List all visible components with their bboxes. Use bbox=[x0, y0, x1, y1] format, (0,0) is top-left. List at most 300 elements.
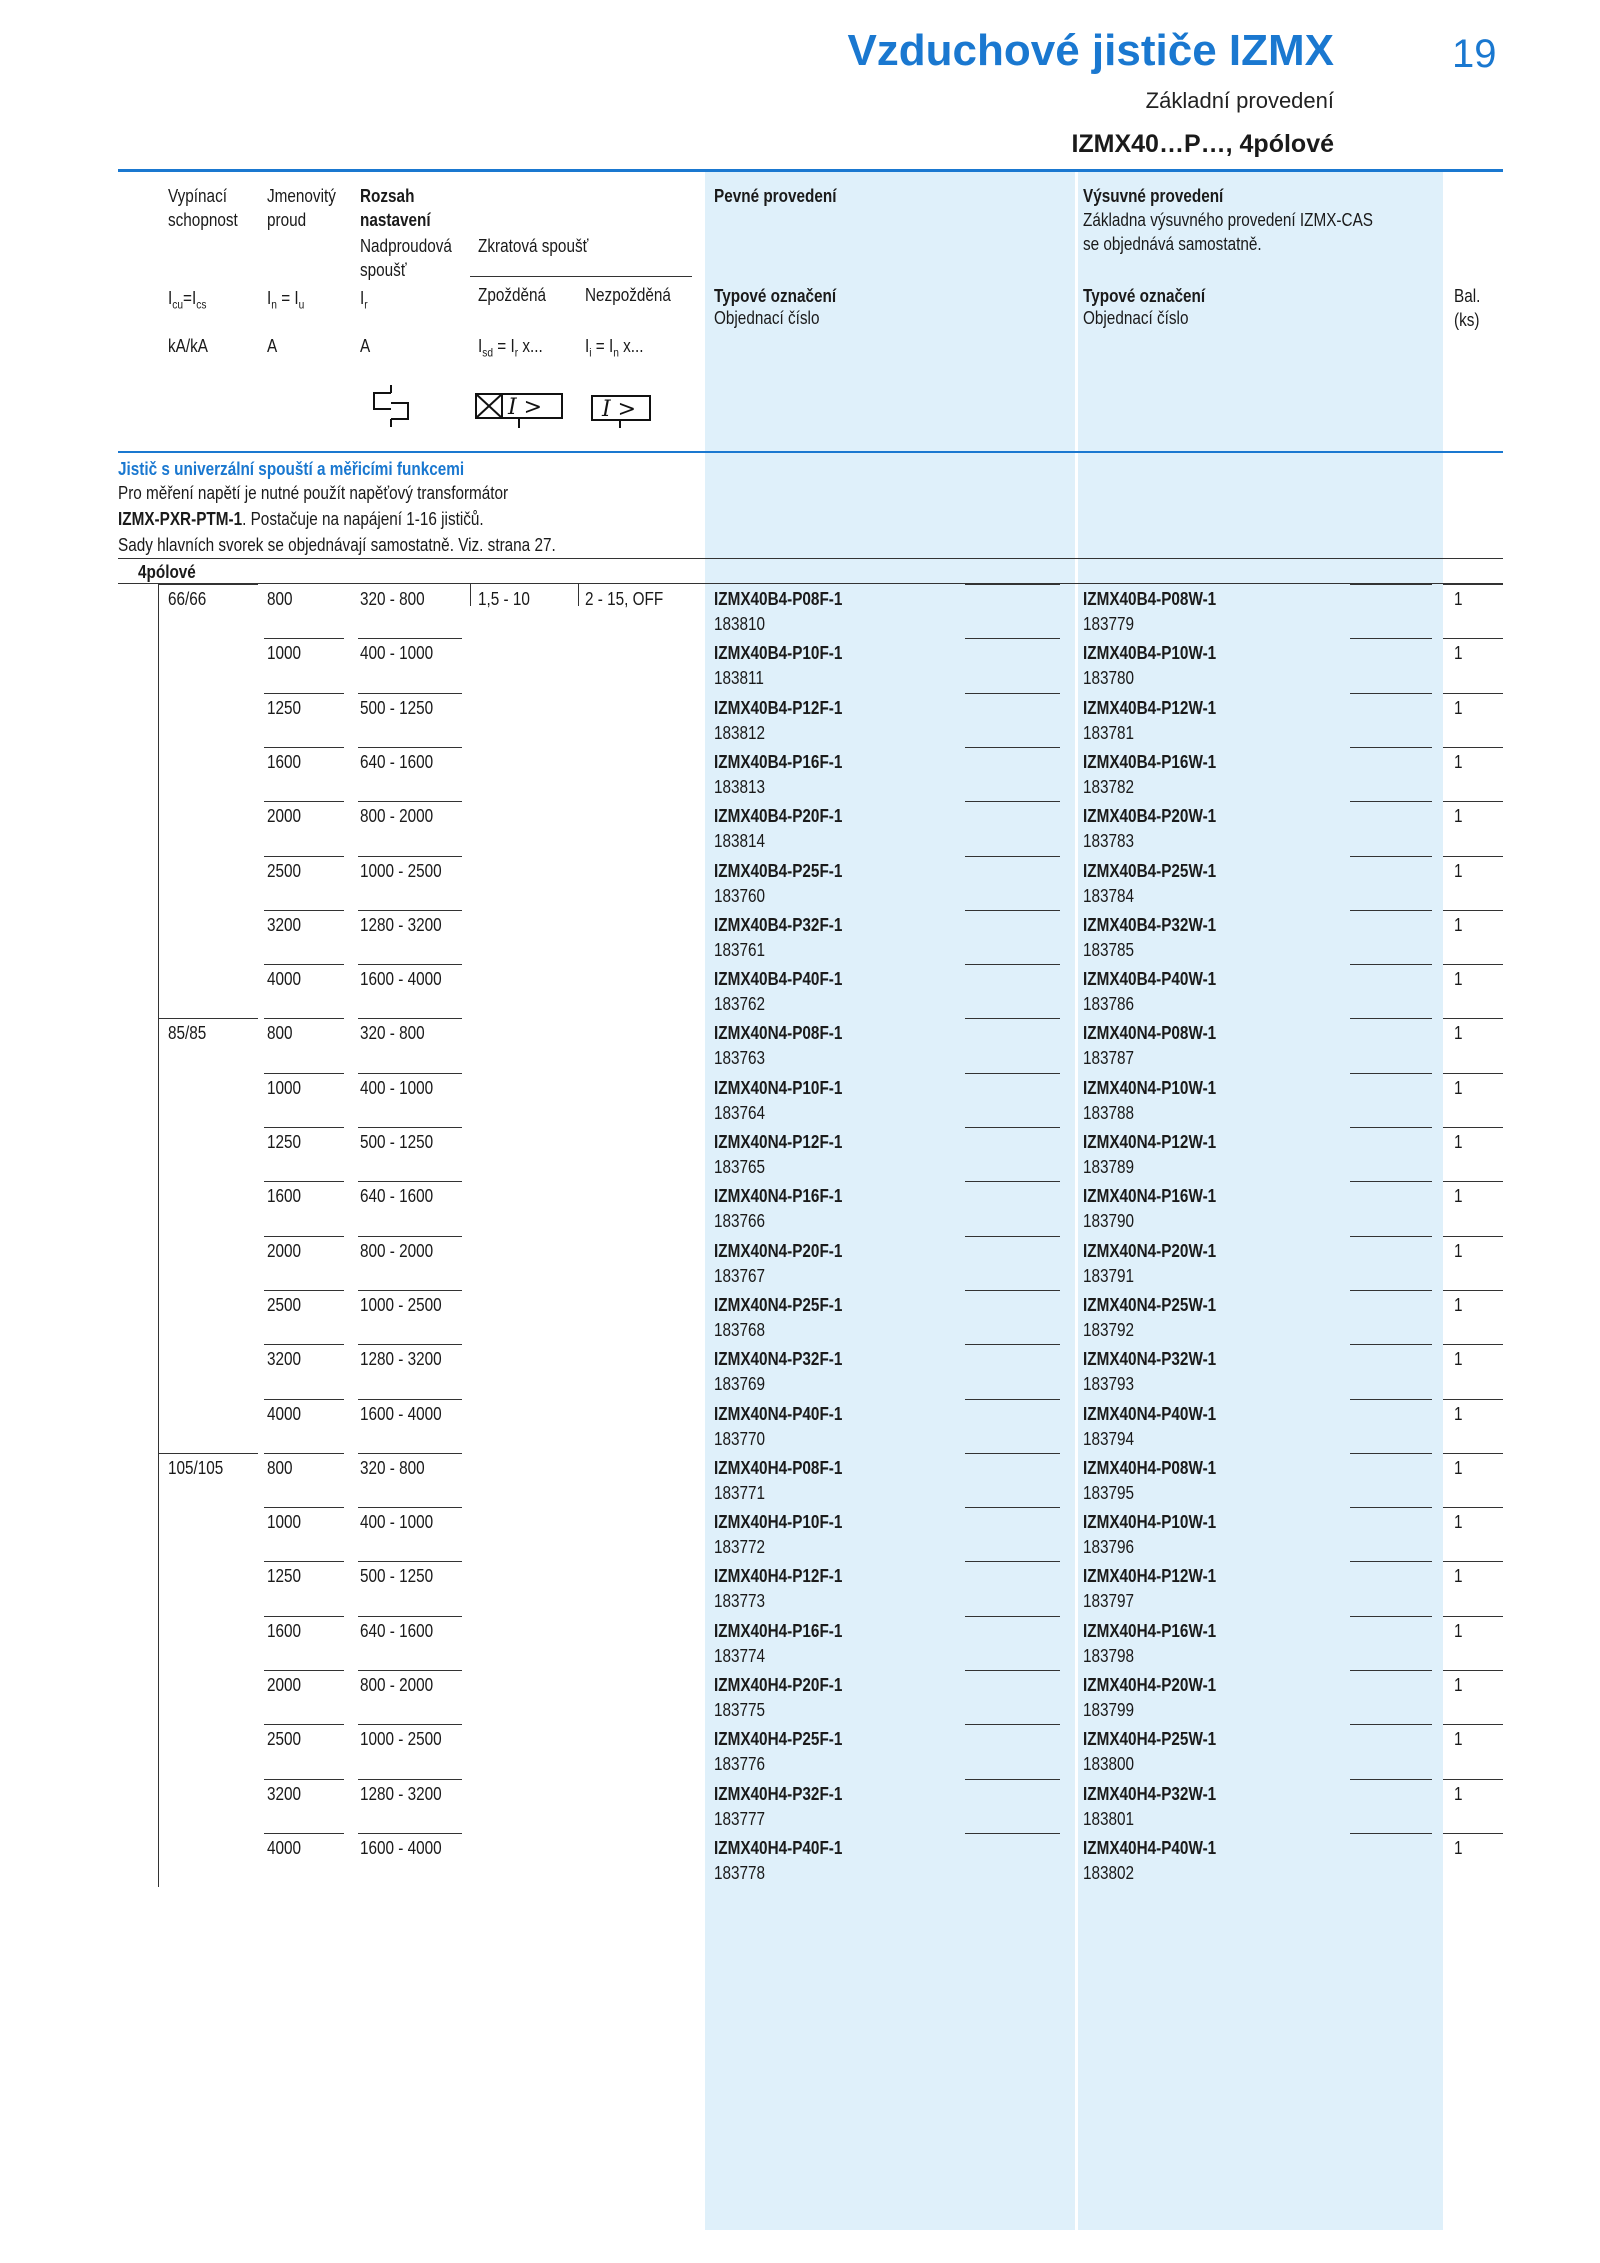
row-rule bbox=[358, 1018, 462, 1019]
page-subtitle: Základní provedení bbox=[1145, 88, 1334, 113]
row-rule bbox=[358, 1073, 462, 1074]
range-cell: 1600 - 4000 bbox=[360, 969, 442, 990]
fixed-order-cell: 183766 bbox=[714, 1211, 766, 1232]
row-rule bbox=[264, 1670, 344, 1671]
fixed-order-cell: 183812 bbox=[714, 722, 766, 743]
fixed-type-cell: IZMX40B4-P32F-1 bbox=[714, 914, 843, 935]
drawout-rule bbox=[1350, 1181, 1432, 1182]
row-rule bbox=[264, 747, 344, 748]
pack-cell: 1 bbox=[1454, 860, 1463, 881]
row-rule bbox=[358, 693, 462, 694]
pack-cell: 1 bbox=[1454, 1837, 1463, 1858]
row-rule bbox=[264, 1724, 344, 1725]
range-cell: 1000 - 2500 bbox=[360, 860, 442, 881]
range-cell: 640 - 1600 bbox=[360, 751, 434, 772]
drawout-type-cell: IZMX40N4-P10W-1 bbox=[1083, 1077, 1217, 1098]
drawout-rule bbox=[1350, 1399, 1432, 1400]
current-cell: 1250 bbox=[267, 697, 302, 718]
fixed-rule bbox=[965, 801, 1060, 802]
current-cell: 2000 bbox=[267, 806, 302, 827]
pack-rule bbox=[1443, 584, 1503, 585]
drawout-type-cell: IZMX40N4-P16W-1 bbox=[1083, 1186, 1217, 1207]
group-bracket bbox=[158, 584, 159, 1018]
pack-rule bbox=[1443, 801, 1503, 802]
hdr-capacity: Vypínací schopnost bbox=[168, 186, 238, 230]
current-cell: 3200 bbox=[267, 1783, 302, 1804]
page-number: 19 bbox=[1452, 32, 1497, 76]
drawout-rule bbox=[1350, 1073, 1432, 1074]
range-cell: 500 - 1250 bbox=[360, 1566, 434, 1587]
pack-cell: 1 bbox=[1454, 1566, 1463, 1587]
drawout-type-cell: IZMX40H4-P08W-1 bbox=[1083, 1457, 1217, 1478]
pack-rule bbox=[1443, 856, 1503, 857]
hdr-pack: Bal. (ks) bbox=[1454, 286, 1481, 330]
pack-cell: 1 bbox=[1454, 1512, 1463, 1533]
row-rule bbox=[264, 693, 344, 694]
drawout-rule bbox=[1350, 1670, 1432, 1671]
fixed-rule bbox=[965, 1670, 1060, 1671]
range-cell: 400 - 1000 bbox=[360, 1077, 434, 1098]
range-cell: 800 - 2000 bbox=[360, 1240, 434, 1261]
fixed-type-cell: IZMX40B4-P25F-1 bbox=[714, 860, 843, 881]
row-rule bbox=[358, 1344, 462, 1345]
drawout-rule bbox=[1350, 584, 1432, 585]
range-cell: 1000 - 2500 bbox=[360, 1294, 442, 1315]
pack-rule bbox=[1443, 1724, 1503, 1725]
drawout-order-cell: 183796 bbox=[1083, 1537, 1135, 1558]
range-cell: 500 - 1250 bbox=[360, 1132, 434, 1152]
pack-cell: 1 bbox=[1454, 969, 1463, 990]
drawout-rule bbox=[1350, 1724, 1432, 1725]
row-divider bbox=[470, 584, 471, 606]
drawout-order-cell: 183784 bbox=[1083, 885, 1135, 906]
range-cell: 1280 - 3200 bbox=[360, 1783, 442, 1804]
row-rule bbox=[264, 1344, 344, 1345]
drawout-rule bbox=[1350, 801, 1432, 802]
range-cell: 320 - 800 bbox=[360, 1457, 425, 1478]
row-rule bbox=[358, 1779, 462, 1780]
drawout-rule bbox=[1350, 1561, 1432, 1562]
fixed-type-cell: IZMX40H4-P16F-1 bbox=[714, 1620, 843, 1641]
fixed-type-cell: IZMX40N4-P25F-1 bbox=[714, 1294, 843, 1315]
current-cell: 4000 bbox=[267, 969, 302, 990]
drawout-order-cell: 183783 bbox=[1083, 831, 1135, 852]
pack-cell: 1 bbox=[1454, 1729, 1463, 1750]
current-cell: 800 bbox=[267, 589, 293, 609]
drawout-rule bbox=[1350, 1507, 1432, 1508]
fixed-type-cell: IZMX40B4-P20F-1 bbox=[714, 806, 843, 827]
fixed-type-cell: IZMX40H4-P40F-1 bbox=[714, 1837, 843, 1858]
overcurrent-release-icon bbox=[360, 385, 422, 427]
pack-cell: 1 bbox=[1454, 1675, 1463, 1695]
hdr-drawout-order: Objednací číslo bbox=[1083, 308, 1189, 328]
current-cell: 800 bbox=[267, 1023, 293, 1044]
pack-rule bbox=[1443, 1561, 1503, 1562]
pack-cell: 1 bbox=[1454, 1620, 1463, 1641]
fixed-order-cell: 183760 bbox=[714, 885, 766, 906]
row-rule bbox=[358, 1561, 462, 1562]
fixed-rule bbox=[965, 1073, 1060, 1074]
hdr-drawout-type: Typové označení bbox=[1083, 286, 1206, 306]
section-rule bbox=[118, 451, 1503, 453]
drawout-order-cell: 183798 bbox=[1083, 1645, 1135, 1666]
unit-undelayed: $I_i = I_n$ x... bbox=[585, 336, 644, 360]
drawout-type-cell: IZMX40H4-P10W-1 bbox=[1083, 1512, 1217, 1533]
fixed-order-cell: 183772 bbox=[714, 1537, 766, 1558]
unit-range: A bbox=[360, 336, 371, 356]
drawout-type-cell: IZMX40B4-P10W-1 bbox=[1083, 643, 1217, 664]
drawout-type-cell: IZMX40H4-P20W-1 bbox=[1083, 1675, 1217, 1695]
poles-rule-bottom bbox=[118, 583, 1503, 584]
fixed-type-cell: IZMX40N4-P40F-1 bbox=[714, 1403, 843, 1424]
current-cell: 2500 bbox=[267, 860, 302, 881]
pack-cell: 1 bbox=[1454, 1457, 1463, 1478]
row-rule bbox=[264, 1073, 344, 1074]
drawout-order-cell: 183781 bbox=[1083, 722, 1135, 743]
fixed-type-cell: IZMX40B4-P16F-1 bbox=[714, 751, 843, 772]
range-cell: 320 - 800 bbox=[360, 1023, 425, 1044]
group-rule bbox=[158, 1018, 258, 1019]
fixed-rule bbox=[965, 1453, 1060, 1454]
fixed-rule bbox=[965, 1127, 1060, 1128]
fixed-type-cell: IZMX40H4-P12F-1 bbox=[714, 1566, 843, 1587]
range-cell: 640 - 1600 bbox=[360, 1186, 434, 1207]
row-rule bbox=[358, 910, 462, 911]
poles-rule-top bbox=[118, 558, 1503, 559]
current-cell: 2000 bbox=[267, 1675, 302, 1695]
drawout-order-cell: 183800 bbox=[1083, 1754, 1135, 1775]
row-rule bbox=[358, 1616, 462, 1617]
row-rule bbox=[358, 1127, 462, 1128]
row-rule bbox=[358, 964, 462, 965]
hdr-fixed-order: Objednací číslo bbox=[714, 308, 820, 328]
current-cell: 2500 bbox=[267, 1729, 302, 1750]
drawout-rule bbox=[1350, 638, 1432, 639]
row-rule bbox=[358, 638, 462, 639]
shortcircuit-rule bbox=[470, 276, 692, 277]
fixed-order-cell: 183764 bbox=[714, 1102, 766, 1123]
group-rule bbox=[158, 1453, 258, 1454]
fixed-type-cell: IZMX40H4-P25F-1 bbox=[714, 1729, 843, 1750]
unit-capacity: kA/kA bbox=[168, 336, 208, 356]
range-cell: 1600 - 4000 bbox=[360, 1403, 442, 1424]
fixed-type-cell: IZMX40N4-P10F-1 bbox=[714, 1077, 843, 1098]
pack-cell: 1 bbox=[1454, 1186, 1463, 1207]
current-cell: 4000 bbox=[267, 1837, 302, 1858]
pack-rule bbox=[1443, 638, 1503, 639]
row-rule bbox=[358, 1670, 462, 1671]
fixed-order-cell: 183778 bbox=[714, 1862, 766, 1883]
drawout-order-cell: 183779 bbox=[1083, 614, 1135, 634]
fixed-rule bbox=[965, 1290, 1060, 1291]
fixed-rule bbox=[965, 856, 1060, 857]
range-cell: 400 - 1000 bbox=[360, 1512, 434, 1533]
pack-rule bbox=[1443, 964, 1503, 965]
header-rule bbox=[118, 169, 1503, 172]
drawout-rule bbox=[1350, 1779, 1432, 1780]
row-rule bbox=[358, 1833, 462, 1834]
range-cell: 400 - 1000 bbox=[360, 643, 434, 664]
fixed-type-cell: IZMX40N4-P32F-1 bbox=[714, 1349, 843, 1370]
drawout-order-cell: 183790 bbox=[1083, 1211, 1135, 1232]
delayed-shortcircuit-icon bbox=[474, 390, 566, 430]
pack-cell: 1 bbox=[1454, 1294, 1463, 1315]
drawout-order-cell: 183791 bbox=[1083, 1265, 1135, 1286]
fixed-rule bbox=[965, 747, 1060, 748]
fixed-order-cell: 183769 bbox=[714, 1374, 766, 1395]
range-cell: 800 - 2000 bbox=[360, 806, 434, 827]
fixed-order-cell: 183777 bbox=[714, 1808, 766, 1829]
range-cell: 1000 - 2500 bbox=[360, 1729, 442, 1750]
drawout-type-cell: IZMX40B4-P16W-1 bbox=[1083, 751, 1217, 772]
row-rule bbox=[264, 1018, 344, 1019]
fixed-rule bbox=[965, 638, 1060, 639]
pack-rule bbox=[1443, 1507, 1503, 1508]
fixed-order-cell: 183763 bbox=[714, 1048, 766, 1069]
fixed-order-cell: 183768 bbox=[714, 1319, 766, 1340]
fixed-rule bbox=[965, 693, 1060, 694]
svg-text:I >: I > bbox=[602, 397, 637, 422]
fixed-rule bbox=[965, 1181, 1060, 1182]
drawout-rule bbox=[1350, 910, 1432, 911]
hdr-drawout: Výsuvné provedení bbox=[1083, 186, 1224, 206]
current-cell: 2000 bbox=[267, 1240, 302, 1261]
current-cell: 1250 bbox=[267, 1566, 302, 1587]
fixed-order-cell: 183814 bbox=[714, 831, 766, 852]
drawout-type-cell: IZMX40N4-P25W-1 bbox=[1083, 1294, 1217, 1315]
svg-text:I >: I > bbox=[508, 395, 543, 420]
fixed-rule bbox=[965, 1561, 1060, 1562]
hdr-range: Rozsah nastavení bbox=[360, 186, 431, 230]
hdr-drawout-note: Základna výsuvného provedení IZMX-CAS se objednává samostatně. bbox=[1083, 210, 1373, 254]
row-rule bbox=[358, 856, 462, 857]
fixed-rule bbox=[965, 584, 1060, 585]
pack-rule bbox=[1443, 1018, 1503, 1019]
pack-rule bbox=[1443, 1453, 1503, 1454]
row-rule bbox=[264, 964, 344, 965]
range-cell: 1280 - 3200 bbox=[360, 914, 442, 935]
pack-cell: 1 bbox=[1454, 643, 1463, 664]
drawout-order-cell: 183788 bbox=[1083, 1102, 1135, 1123]
drawout-type-cell: IZMX40N4-P32W-1 bbox=[1083, 1349, 1217, 1370]
sym-capacity: $I_{cu}=I_{cs}$ bbox=[168, 288, 207, 312]
section-note-1: Pro měření napětí je nutné použít napěťový transformátor bbox=[118, 483, 509, 503]
fixed-order-cell: 183775 bbox=[714, 1700, 766, 1720]
row-divider bbox=[578, 584, 579, 606]
drawout-rule bbox=[1350, 1616, 1432, 1617]
drawout-order-cell: 183799 bbox=[1083, 1700, 1135, 1720]
drawout-order-cell: 183782 bbox=[1083, 776, 1135, 797]
current-cell: 3200 bbox=[267, 914, 302, 935]
fixed-rule bbox=[965, 1833, 1060, 1834]
row-rule bbox=[358, 1399, 462, 1400]
pack-rule bbox=[1443, 1779, 1503, 1780]
drawout-order-cell: 183793 bbox=[1083, 1374, 1135, 1395]
pack-rule bbox=[1443, 1236, 1503, 1237]
row-rule bbox=[358, 1724, 462, 1725]
current-cell: 800 bbox=[267, 1457, 293, 1478]
drawout-order-cell: 183795 bbox=[1083, 1482, 1135, 1503]
hdr-current: Jmenovitý proud bbox=[267, 186, 336, 230]
pack-cell: 1 bbox=[1454, 1132, 1463, 1152]
drawout-type-cell: IZMX40B4-P20W-1 bbox=[1083, 806, 1217, 827]
sym-current: $I_n = I_u$ bbox=[267, 288, 305, 312]
fixed-rule bbox=[965, 1018, 1060, 1019]
row-rule bbox=[264, 856, 344, 857]
row-rule bbox=[264, 801, 344, 802]
pack-rule bbox=[1443, 1073, 1503, 1074]
current-cell: 1600 bbox=[267, 751, 302, 772]
row-rule bbox=[264, 1127, 344, 1128]
drawout-type-cell: IZMX40H4-P32W-1 bbox=[1083, 1783, 1217, 1804]
drawout-order-cell: 183789 bbox=[1083, 1157, 1135, 1177]
fixed-rule bbox=[965, 1399, 1060, 1400]
section-note-3: Sady hlavních svorek se objednávají samostatně. Viz. strana 27. bbox=[118, 535, 556, 555]
pack-rule bbox=[1443, 1616, 1503, 1617]
drawout-rule bbox=[1350, 1127, 1432, 1128]
row-rule bbox=[264, 1236, 344, 1237]
row-rule bbox=[358, 1507, 462, 1508]
row-rule bbox=[264, 638, 344, 639]
pack-rule bbox=[1443, 693, 1503, 694]
current-cell: 2500 bbox=[267, 1294, 302, 1315]
fixed-order-cell: 183767 bbox=[714, 1265, 766, 1286]
drawout-rule bbox=[1350, 1833, 1432, 1834]
drawout-type-cell: IZMX40N4-P08W-1 bbox=[1083, 1023, 1217, 1044]
row-rule bbox=[358, 1453, 462, 1454]
drawout-order-cell: 183801 bbox=[1083, 1808, 1135, 1829]
undelayed-cell: 2 - 15, OFF bbox=[585, 589, 664, 609]
fixed-type-cell: IZMX40B4-P10F-1 bbox=[714, 643, 843, 664]
hdr-undelayed: Nezpožděná bbox=[585, 285, 671, 305]
fixed-rule bbox=[965, 1616, 1060, 1617]
hdr-shortcircuit: Zkratová spoušť bbox=[478, 236, 589, 256]
pack-cell: 1 bbox=[1454, 914, 1463, 935]
fixed-type-cell: IZMX40B4-P08F-1 bbox=[714, 589, 843, 609]
fixed-rule bbox=[965, 1779, 1060, 1780]
fixed-type-cell: IZMX40B4-P40F-1 bbox=[714, 969, 843, 990]
row-rule bbox=[358, 1236, 462, 1237]
pack-rule bbox=[1443, 1290, 1503, 1291]
capacity-cell: 66/66 bbox=[168, 589, 207, 609]
drawout-type-cell: IZMX40H4-P16W-1 bbox=[1083, 1620, 1217, 1641]
row-rule bbox=[264, 1181, 344, 1182]
pack-rule bbox=[1443, 1344, 1503, 1345]
fixed-rule bbox=[965, 1236, 1060, 1237]
range-cell: 640 - 1600 bbox=[360, 1620, 434, 1641]
pack-rule bbox=[1443, 747, 1503, 748]
drawout-order-cell: 183780 bbox=[1083, 668, 1135, 689]
fixed-order-cell: 183776 bbox=[714, 1754, 766, 1775]
model-heading: IZMX40…P…, 4pólové bbox=[1071, 130, 1334, 158]
drawout-rule bbox=[1350, 1290, 1432, 1291]
drawout-order-cell: 183794 bbox=[1083, 1428, 1135, 1449]
drawout-rule bbox=[1350, 1453, 1432, 1454]
fixed-type-cell: IZMX40N4-P08F-1 bbox=[714, 1023, 843, 1044]
pack-cell: 1 bbox=[1454, 1403, 1463, 1424]
row-rule bbox=[264, 1833, 344, 1834]
range-cell: 1280 - 3200 bbox=[360, 1349, 442, 1370]
pack-cell: 1 bbox=[1454, 806, 1463, 827]
poles-label: 4pólové bbox=[138, 562, 196, 582]
drawout-rule bbox=[1350, 856, 1432, 857]
pack-cell: 1 bbox=[1454, 1783, 1463, 1804]
section-heading: Jistič s univerzální spouští a měřicími funkcemi bbox=[118, 459, 465, 479]
capacity-cell: 105/105 bbox=[168, 1457, 224, 1478]
sym-range: $I_r$ bbox=[360, 288, 368, 312]
fixed-order-cell: 183774 bbox=[714, 1645, 766, 1666]
hdr-delayed: Zpožděná bbox=[478, 285, 547, 305]
current-cell: 1250 bbox=[267, 1132, 302, 1152]
row-rule bbox=[264, 1616, 344, 1617]
drawout-rule bbox=[1350, 964, 1432, 965]
pack-cell: 1 bbox=[1454, 1077, 1463, 1098]
drawout-rule bbox=[1350, 747, 1432, 748]
fixed-type-cell: IZMX40N4-P12F-1 bbox=[714, 1132, 843, 1152]
fixed-rule bbox=[965, 1344, 1060, 1345]
drawout-order-cell: 183786 bbox=[1083, 994, 1135, 1015]
fixed-order-cell: 183762 bbox=[714, 994, 766, 1015]
fixed-type-cell: IZMX40B4-P12F-1 bbox=[714, 697, 843, 718]
fixed-type-cell: IZMX40H4-P32F-1 bbox=[714, 1783, 843, 1804]
delayed-cell: 1,5 - 10 bbox=[478, 589, 530, 609]
row-rule bbox=[264, 1779, 344, 1780]
fixed-rule bbox=[965, 964, 1060, 965]
row-rule bbox=[358, 1290, 462, 1291]
pack-rule bbox=[1443, 1670, 1503, 1671]
pack-rule bbox=[1443, 1833, 1503, 1834]
hdr-overcurrent: Nadproudová spoušť bbox=[360, 236, 452, 280]
pack-rule bbox=[1443, 1399, 1503, 1400]
drawout-rule bbox=[1350, 1344, 1432, 1345]
current-cell: 3200 bbox=[267, 1349, 302, 1370]
capacity-cell: 85/85 bbox=[168, 1023, 207, 1044]
drawout-type-cell: IZMX40B4-P32W-1 bbox=[1083, 914, 1217, 935]
current-cell: 1600 bbox=[267, 1620, 302, 1641]
unit-delayed: $I_{sd} = I_r$ x... bbox=[478, 336, 543, 360]
fixed-type-cell: IZMX40N4-P20F-1 bbox=[714, 1240, 843, 1261]
drawout-type-cell: IZMX40H4-P12W-1 bbox=[1083, 1566, 1217, 1587]
current-cell: 1000 bbox=[267, 643, 302, 664]
pack-cell: 1 bbox=[1454, 589, 1463, 609]
fixed-rule bbox=[965, 1724, 1060, 1725]
drawout-rule bbox=[1350, 693, 1432, 694]
drawout-order-cell: 183797 bbox=[1083, 1591, 1135, 1612]
section-note-2: IZMX-PXR-PTM-1. Postačuje na napájení 1-16 jističů. bbox=[118, 509, 484, 529]
page-title: Vzduchové jističe IZMX bbox=[847, 26, 1334, 75]
drawout-rule bbox=[1350, 1018, 1432, 1019]
row-rule bbox=[264, 1290, 344, 1291]
row-rule bbox=[358, 1181, 462, 1182]
current-cell: 1000 bbox=[267, 1512, 302, 1533]
row-rule bbox=[264, 1561, 344, 1562]
row-rule bbox=[358, 801, 462, 802]
fixed-rule bbox=[965, 910, 1060, 911]
current-cell: 1600 bbox=[267, 1186, 302, 1207]
range-cell: 500 - 1250 bbox=[360, 697, 434, 718]
group-rule bbox=[158, 584, 258, 585]
fixed-type-cell: IZMX40N4-P16F-1 bbox=[714, 1186, 843, 1207]
drawout-order-cell: 183792 bbox=[1083, 1319, 1135, 1340]
current-cell: 4000 bbox=[267, 1403, 302, 1424]
pack-rule bbox=[1443, 1181, 1503, 1182]
drawout-order-cell: 183787 bbox=[1083, 1048, 1135, 1069]
pack-cell: 1 bbox=[1454, 1023, 1463, 1044]
fixed-type-cell: IZMX40H4-P10F-1 bbox=[714, 1512, 843, 1533]
fixed-order-cell: 183761 bbox=[714, 939, 766, 960]
drawout-order-cell: 183802 bbox=[1083, 1862, 1135, 1883]
fixed-order-cell: 183765 bbox=[714, 1157, 766, 1177]
